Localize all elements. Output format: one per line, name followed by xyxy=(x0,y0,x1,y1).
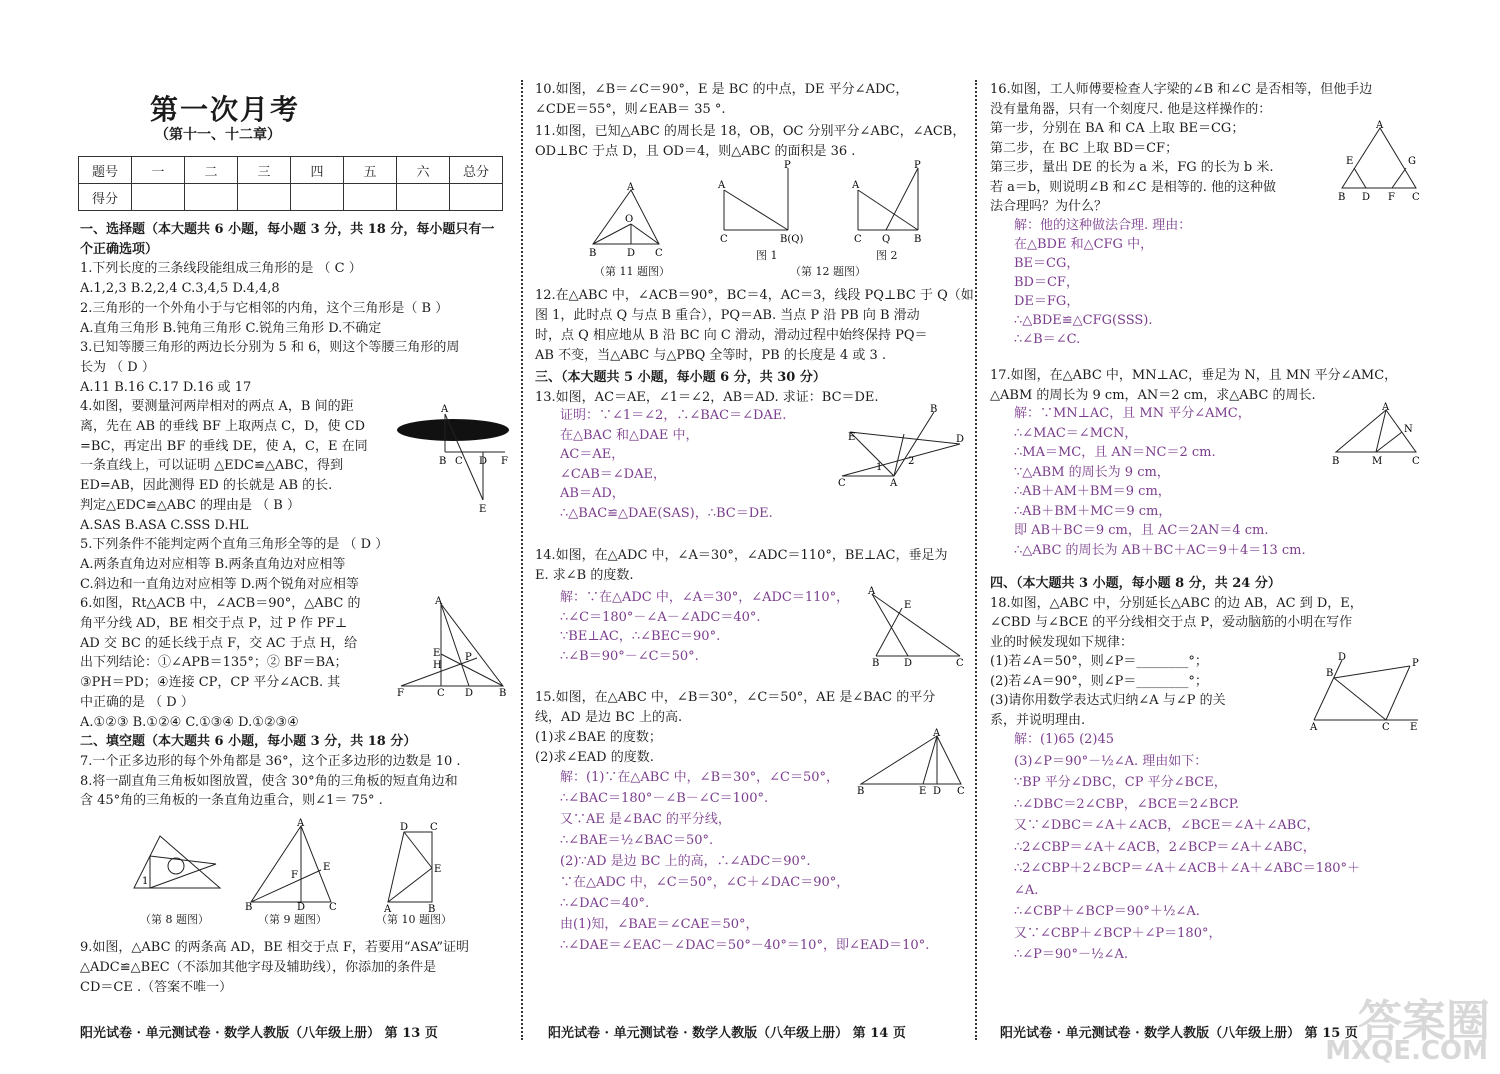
table-row xyxy=(79,184,503,211)
col2-line: OD⊥BC 于点 D，且 OD＝4，则△ABC 的面积是 36 . xyxy=(535,144,856,159)
svg-text:E: E xyxy=(433,648,441,659)
q18-line: 18.如图，△ABC 中，分别延长△ABC 的边 AB，AC 到 D，E， xyxy=(990,595,1363,611)
svg-text:D: D xyxy=(956,434,965,445)
ans18-line: ∠A. xyxy=(1014,882,1039,898)
ans13-line: AB＝AD， xyxy=(560,486,625,501)
svg-text:C: C xyxy=(1412,192,1420,203)
ans16-line: ∴∠B＝∠C. xyxy=(1014,332,1081,347)
ladder-figure-16 xyxy=(1336,120,1426,202)
figure-caption: 图 1 xyxy=(756,249,778,262)
svg-text:D: D xyxy=(297,902,306,913)
ans17-line: 即 AB＋BC＝9 cm，且 AC＝2AN＝4 cm. xyxy=(1014,523,1269,538)
col1-line: A.11 B.16 C.17 D.16 或 17 xyxy=(80,379,252,395)
ans17-line: ∴∠MAC＝∠MCN， xyxy=(1014,425,1138,441)
triangle-figure-13 xyxy=(836,404,968,488)
score-table xyxy=(78,156,503,211)
ans18-line: ∴2∠CBP＝∠A＋∠ACB，2∠BCP＝∠A＋∠ABC， xyxy=(1014,839,1316,855)
figure-caption: 图 2 xyxy=(876,249,898,262)
col1-line: 角平分线 AD，BE 相交于点 P，过 P 作 PF⊥ xyxy=(80,616,348,631)
figure-caption: （第 8 题图） xyxy=(140,913,209,926)
svg-text:P: P xyxy=(784,160,791,171)
ans17-line: ∴AB＋AM＋BM＝9 cm， xyxy=(1014,484,1171,499)
table-cell: 五 xyxy=(344,157,397,184)
col2-line: 12.在△ABC 中，∠ACB＝90°，BC＝4，AC＝3，线段 PQ⊥BC 于 Q（如 xyxy=(535,288,974,303)
svg-text:C: C xyxy=(838,478,846,489)
svg-text:F: F xyxy=(397,688,404,699)
svg-text:C: C xyxy=(854,234,862,245)
col2-line: 时，点 Q 相应地从 B 沿 BC 向 C 滑动，滑动过程中始终保持 PQ＝ xyxy=(535,328,928,343)
svg-text:A: A xyxy=(627,182,635,193)
ans17-line: ∵△ABM 的周长为 9 cm， xyxy=(1014,464,1170,480)
footer-page-14: 阳光试卷 · 单元测试卷 · 数学人教版（八年级上册） 第 14 页 xyxy=(548,1026,906,1041)
ans15-line: 又∵AE 是∠BAC 的平分线， xyxy=(560,812,731,827)
svg-text:A: A xyxy=(868,586,876,597)
svg-text:C: C xyxy=(1382,722,1390,733)
col2-line: 13.如图，AC＝AE，∠1＝∠2，AB＝AD. 求证：BC＝DE. xyxy=(535,390,879,405)
col1-line: 含 45°角的三角板的一条直角边重合，则∠1＝ 75° . xyxy=(80,793,383,809)
svg-text:F: F xyxy=(291,870,298,881)
q18-line: 四、（本大题共 3 小题，每小题 8 分，共 24 分） xyxy=(990,576,1281,591)
svg-text:G: G xyxy=(1408,156,1416,167)
svg-text:C: C xyxy=(437,688,445,699)
table-cell: 三 xyxy=(238,157,291,184)
svg-text:E: E xyxy=(848,432,856,443)
svg-text:B: B xyxy=(1326,668,1334,679)
col2-line: 图 1，此时点 Q 与点 B 重合），PQ＝AB. 当点 P 沿 PB 向 B 滑动 xyxy=(535,308,920,323)
col1-line: A.两条直角边对应相等 B.两条直角边对应相等 xyxy=(80,556,346,572)
ans13-line: 证明：∵∠1＝∠2，∴∠BAC＝∠DAE. xyxy=(560,408,787,423)
svg-text:A: A xyxy=(441,404,449,415)
svg-text:A: A xyxy=(297,818,305,829)
page-title: 第一次月考 xyxy=(150,93,301,126)
col1b-line: △ADC≌△BEC（不添加其他字母及辅助线），你添加的条件是 xyxy=(80,960,437,975)
svg-text:O: O xyxy=(625,214,634,225)
watermark-url: MXQE.COM xyxy=(1325,1036,1488,1066)
svg-text:D: D xyxy=(627,248,636,259)
watermark-logo: 答案圈 xyxy=(1358,996,1490,1047)
col1-line: 2.三角形的一个外角小于与它相邻的内角，这个三角形是（ B ） xyxy=(80,300,449,316)
svg-text:B: B xyxy=(589,248,597,259)
col1-line: 判定△EDC≌△ABC 的理由是 （ B ） xyxy=(80,497,300,513)
ans14-line: ∵BE⊥AC，∴∠BEC＝90°. xyxy=(560,629,721,644)
table-cell[interactable] xyxy=(450,184,503,211)
ans15-line: 解：(1)∵在△ABC 中，∠B＝30°，∠C＝50°， xyxy=(560,770,840,785)
ans13-line: AC＝AE， xyxy=(560,447,625,462)
col1-line: 长为 （ D ） xyxy=(80,359,155,375)
ans16-line: ∴△BDE≌△CFG(SSS). xyxy=(1014,313,1153,328)
column-divider-1 xyxy=(521,80,523,1040)
rt-triangle-figure xyxy=(395,596,515,700)
col1-line: 离，先在 AB 的垂线 BF 上取两点 C，D，使 CD xyxy=(80,419,366,434)
page-subtitle: （第十一、十二章） xyxy=(155,127,281,143)
svg-text:C: C xyxy=(956,658,964,669)
svg-text:F: F xyxy=(501,456,508,467)
footer-page-13: 阳光试卷 · 单元测试卷 · 数学人教版（八年级上册） 第 13 页 xyxy=(80,1026,438,1041)
svg-text:2: 2 xyxy=(908,456,915,467)
ans15-line: ∴∠BAC＝180°－∠B－∠C＝100°. xyxy=(560,791,769,806)
svg-text:C: C xyxy=(655,248,663,259)
triangle-figure-9 xyxy=(245,818,340,913)
set-square-figure-8 xyxy=(130,826,230,896)
svg-text:B: B xyxy=(872,658,880,669)
ans14-line: ∴∠B＝90°－∠C＝50°. xyxy=(560,648,699,664)
col1-line: 4.如图，要测量河两岸相对的两点 A，B 间的距 xyxy=(80,399,354,415)
svg-text:C: C xyxy=(329,902,337,913)
table-cell: 六 xyxy=(397,157,450,184)
svg-text:A: A xyxy=(890,478,898,489)
q15-line: 15.如图，在△ABC 中，∠B＝30°，∠C＝50°，AE 是∠BAC 的平分 xyxy=(535,690,936,705)
ans13-line: ∴△BAC≌△DAE(SAS)，∴BC＝DE. xyxy=(560,505,773,521)
table-cell: 一 xyxy=(132,157,185,184)
col1-line: 7.一个正多边形的每个外角都是 36°，这个正多边形的边数是 10 . xyxy=(80,753,461,769)
col1-line: AD 交 BC 的延长线于点 F，交 AC 于点 H，给 xyxy=(80,635,358,651)
svg-text:C: C xyxy=(1412,456,1420,467)
svg-text:E: E xyxy=(1346,156,1354,167)
triangle-figure-18 xyxy=(1306,652,1422,732)
ans15-line: ∴∠DAC＝40°. xyxy=(560,896,650,911)
q14-line: 14.如图，在△ADC 中，∠A＝30°，∠ADC＝110°，BE⊥AC，垂足为 xyxy=(535,548,948,563)
table-cell: 四 xyxy=(291,157,344,184)
svg-text:B: B xyxy=(1332,456,1340,467)
svg-text:B: B xyxy=(499,688,507,699)
svg-text:B: B xyxy=(914,234,922,245)
svg-text:1: 1 xyxy=(876,462,883,473)
q16-line: 没有量角器，只有一个刻度尺. 他是这样操作的： xyxy=(990,101,1272,117)
svg-text:E: E xyxy=(479,504,487,515)
col1-line: 6.如图，Rt△ACB 中，∠ACB＝90°，△ABC 的 xyxy=(80,596,361,612)
svg-text:N: N xyxy=(1404,424,1413,435)
svg-text:M: M xyxy=(1372,456,1383,467)
col1-line: 一、选择题（本大题共 6 小题，每小题 3 分，共 18 分，每小题只有一 xyxy=(80,222,495,237)
ans15-line: (2)∵AD 是边 BC 上的高，∴∠ADC＝90°. xyxy=(560,854,811,869)
river-figure xyxy=(395,404,517,514)
q16-line: 16.如图，工人师傅要检查人字梁的∠B 和∠C 是否相等，但他手边 xyxy=(990,82,1373,97)
svg-text:A: A xyxy=(1310,722,1318,733)
svg-text:B: B xyxy=(439,456,447,467)
col1-line: C.斜边和一直角边对应相等 D.两个锐角对应相等 xyxy=(80,576,359,592)
ans13-line: ∠CAB＝∠DAE， xyxy=(560,466,666,482)
column-divider-2 xyxy=(975,80,977,1040)
svg-text:D: D xyxy=(1338,652,1347,663)
svg-text:A: A xyxy=(384,904,392,915)
svg-text:C: C xyxy=(720,234,728,245)
col1b-line: CD＝CE .（答案不唯一） xyxy=(80,980,233,995)
svg-text:E: E xyxy=(919,786,927,797)
col1-line: 1.下列长度的三条线段能组成三角形的是 （ C ） xyxy=(80,261,362,277)
figure-caption: （第 11 题图） xyxy=(594,265,670,278)
table-cell[interactable] xyxy=(397,184,450,211)
svg-text:B(Q): B(Q) xyxy=(780,234,804,245)
triangle-figure-15 xyxy=(855,730,967,798)
svg-text:A: A xyxy=(435,596,443,607)
footer-page-15: 阳光试卷 · 单元测试卷 · 数学人教版（八年级上册） 第 15 页 xyxy=(1000,1026,1358,1041)
table-cell: 得分 xyxy=(79,184,132,211)
q15-line: 线，AD 是边 BC 上的高. xyxy=(535,710,683,725)
ans18-line: 又∵∠DBC＝∠A＋∠ACB，∠BCE＝∠A＋∠ABC， xyxy=(1014,818,1320,833)
col1-line: A.直角三角形 B.钝角三角形 C.锐角三角形 D.不确定 xyxy=(80,320,382,336)
q16-line: 第三步，量出 DE 的长为 a 米，FG 的长为 b 米. xyxy=(990,160,1274,175)
ans15-line: ∵在△ADC 中，∠C＝50°，∠C＋∠DAC＝90°， xyxy=(560,875,850,890)
q18-line: 业的时候发现如下规律： xyxy=(990,634,1134,650)
ans16-line: DE＝FG， xyxy=(1014,294,1080,309)
col2-line: 10.如图，∠B＝∠C＝90°，E 是 BC 的中点，DE 平分∠ADC， xyxy=(535,82,909,97)
svg-text:Q: Q xyxy=(882,234,891,245)
svg-text:D: D xyxy=(933,786,942,797)
ans18-line: ∴∠P＝90°－½∠A. xyxy=(1014,947,1128,962)
q18-line: ∠CBD 与∠BCE 的平分线相交于点 P，爱动脑筋的小明在写作 xyxy=(990,615,1353,630)
svg-text:D: D xyxy=(904,658,913,669)
ans17-line: ∴△ABC 的周长为 AB＋BC＋AC＝9＋4＝13 cm. xyxy=(1014,542,1306,558)
ans16-line: 在△BDE 和△CFG 中， xyxy=(1014,237,1154,252)
table-cell: 二 xyxy=(185,157,238,184)
quadrilateral-figure-10 xyxy=(378,822,448,915)
ans15-line: ∴∠DAE＝∠EAC－∠DAC＝50°－40°＝10°，即∠EAD＝10°. xyxy=(560,938,930,953)
col1-line: 一条直线上，可以证明 △EDC≌△ABC，得到 xyxy=(80,458,344,474)
svg-text:D: D xyxy=(1362,192,1371,203)
svg-text:P: P xyxy=(1412,658,1419,669)
ans18-line: 解：(1)65 (2)45 xyxy=(1014,732,1115,747)
ans18-line: ∴2∠CBP＋2∠BCP＝∠A＋∠ACB＋∠A＋∠ABC＝180°＋ xyxy=(1014,861,1361,876)
figure-caption: （第 10 题图） xyxy=(376,913,452,926)
col1-line: 中正确的是 （ D ） xyxy=(80,694,194,710)
svg-text:B: B xyxy=(930,404,938,415)
table-cell[interactable] xyxy=(344,184,397,211)
ans15-line: ∴∠BAE＝½∠BAC＝50°. xyxy=(560,833,714,848)
table-cell[interactable] xyxy=(291,184,344,211)
col1-line: 3.已知等腰三角形的两边长分别为 5 和 6，则这个等腰三角形的周 xyxy=(80,340,460,356)
table-cell[interactable] xyxy=(185,184,238,211)
col1-line: ③PH＝PD；④连接 CP，CP 平分∠ACB. 其 xyxy=(80,675,341,691)
ans16-line: 解：他的这种做法合理. 理由： xyxy=(1014,218,1192,233)
svg-text:B: B xyxy=(428,904,436,915)
col2-line: ∠CDE＝55°，则∠EAB＝ 35 °. xyxy=(535,102,726,117)
triangle-figure-17 xyxy=(1330,402,1426,466)
col1-line: A.①②③ B.①②④ C.①③④ D.①②③④ xyxy=(80,714,299,730)
col1-line: 出下列结论：①∠APB＝135°；② BF＝BA； xyxy=(80,655,348,671)
svg-text:D: D xyxy=(465,688,474,699)
triangle-figure-11 xyxy=(585,182,665,260)
col1-line: A.SAS B.ASA C.SSS D.HL xyxy=(80,517,249,533)
ans14-line: ∴∠C＝180°－∠A－∠ADC＝40°. xyxy=(560,609,761,625)
ans16-line: BD＝CF， xyxy=(1014,275,1079,290)
table-row xyxy=(79,157,503,184)
q15-line: (2)求∠EAD 的度数. xyxy=(535,750,654,765)
svg-text:F: F xyxy=(1388,192,1395,203)
col1-line: 个正确选项） xyxy=(80,241,159,257)
q18-line: 系，并说明理由. xyxy=(990,712,1086,728)
svg-text:E: E xyxy=(904,600,912,611)
svg-text:H: H xyxy=(433,660,442,671)
svg-text:A: A xyxy=(1382,402,1390,413)
svg-text:C: C xyxy=(455,456,463,467)
figure-caption: （第 9 题图） xyxy=(258,913,327,926)
q16-line: 第一步，分别在 BA 和 CA 上取 BE＝CG； xyxy=(990,121,1245,136)
svg-text:A: A xyxy=(718,180,726,191)
figure-12-1 xyxy=(714,160,804,246)
col1-line: A.1,2,3 B.2,2,4 C.3,4,5 D.4,4,8 xyxy=(80,281,280,297)
table-cell: 总分 xyxy=(450,157,503,184)
ans17-line: 解：∵MN⊥AC，且 MN 平分∠AMC， xyxy=(1014,406,1251,421)
col1-line: ED=AB，因此测得 ED 的长就是 AB 的长. xyxy=(80,478,333,494)
ans18-line: ∵BP 平分∠DBC，CP 平分∠BCE， xyxy=(1014,775,1227,790)
figure-12-2 xyxy=(850,160,930,246)
svg-text:1: 1 xyxy=(142,876,149,887)
col1-line: 5.下列条件不能判定两个直角三角形全等的是 （ D ） xyxy=(80,537,389,553)
svg-text:P: P xyxy=(914,160,921,171)
q16-line: 法合理吗？为什么？ xyxy=(990,199,1108,214)
svg-text:D: D xyxy=(479,456,488,467)
q17-line: 17.如图，在△ABC 中，MN⊥AC，垂足为 N，且 MN 平分∠AMC， xyxy=(990,368,1398,383)
col2-line: 三、（本大题共 5 小题，每小题 6 分，共 30 分） xyxy=(535,370,826,385)
svg-text:E: E xyxy=(434,864,442,875)
triangle-figure-14 xyxy=(866,588,966,668)
svg-text:B: B xyxy=(857,786,865,797)
svg-text:C: C xyxy=(957,786,965,797)
svg-text:E: E xyxy=(323,862,331,873)
ans18-line: 又∵∠CBP＋∠BCP＋∠P＝180°， xyxy=(1014,925,1222,941)
svg-text:B: B xyxy=(245,902,253,913)
ans16-line: BE＝CG， xyxy=(1014,256,1080,271)
q16-line: 第二步，在 BC 上取 BD＝CF； xyxy=(990,140,1179,156)
col2-line: AB 不变，当△ABC 与△PBQ 全等时，PB 的长度是 4 或 3 . xyxy=(535,348,887,363)
ans15-line: 由(1)知，∠BAE＝∠CAE＝50°， xyxy=(560,917,759,932)
q18-line: (2)若∠A＝90°，则∠P＝________°； xyxy=(990,673,1208,689)
svg-text:E: E xyxy=(1410,722,1418,733)
svg-text:A: A xyxy=(933,728,941,739)
table-cell: 题号 xyxy=(79,157,132,184)
figure-caption: （第 12 题图） xyxy=(790,265,866,278)
q16-line: 若 a＝b，则说明∠B 和∠C 是相等的. 他的这种做 xyxy=(990,179,1277,195)
ans18-line: ∴∠CBP＋∠BCP＝90°＋½∠A. xyxy=(1014,904,1200,919)
col2-line: 11.如图，已知△ABC 的周长是 18，OB，OC 分别平分∠ABC，∠ACB， xyxy=(535,124,966,139)
svg-text:B: B xyxy=(1338,192,1346,203)
svg-text:A: A xyxy=(1376,120,1384,131)
table-cell[interactable] xyxy=(132,184,185,211)
ans17-line: ∴AB＋BM＋MC＝9 cm， xyxy=(1014,503,1172,519)
svg-text:P: P xyxy=(465,652,472,663)
ans18-line: ∴∠DBC＝2∠CBP，∠BCE＝2∠BCP. xyxy=(1014,796,1240,812)
col1-line: 二、填空题（本大题共 6 小题，每小题 3 分，共 18 分） xyxy=(80,734,417,750)
ans17-line: ∴MA＝MC，且 AN＝NC＝2 cm. xyxy=(1014,445,1216,460)
svg-text:A: A xyxy=(852,180,860,191)
q15-line: (1)求∠BAE 的度数； xyxy=(535,730,662,745)
table-cell[interactable] xyxy=(238,184,291,211)
ans13-line: 在△BAC 和△DAE 中， xyxy=(560,427,699,443)
q14-line: E. 求∠B 的度数. xyxy=(535,568,634,583)
ans14-line: 解：∵在△ADC 中，∠A＝30°，∠ADC＝110°， xyxy=(560,590,850,605)
svg-text:D: D xyxy=(400,822,409,833)
col1-line: =BC，再定出 BF 的垂线 DE，使 A，C，E 在同 xyxy=(80,438,368,454)
q18-line: (3)请你用数学表达式归纳∠A 与∠P 的关 xyxy=(990,693,1226,708)
ans18-line: (3)∠P＝90°－½∠A. 理由如下： xyxy=(1014,753,1208,769)
q18-line: (1)若∠A＝50°，则∠P＝________°； xyxy=(990,654,1208,669)
svg-text:C: C xyxy=(430,822,438,833)
q17-line: △ABM 的周长为 9 cm，AN＝2 cm，求△ABC 的周长. xyxy=(990,388,1316,403)
col1b-line: 9.如图，△ABC 的两条高 AD，BE 相交于点 F，若要用“ASA”证明 xyxy=(80,940,469,955)
col1-line: 8.将一副直角三角板如图放置，使含 30°角的三角板的短直角边和 xyxy=(80,773,458,789)
